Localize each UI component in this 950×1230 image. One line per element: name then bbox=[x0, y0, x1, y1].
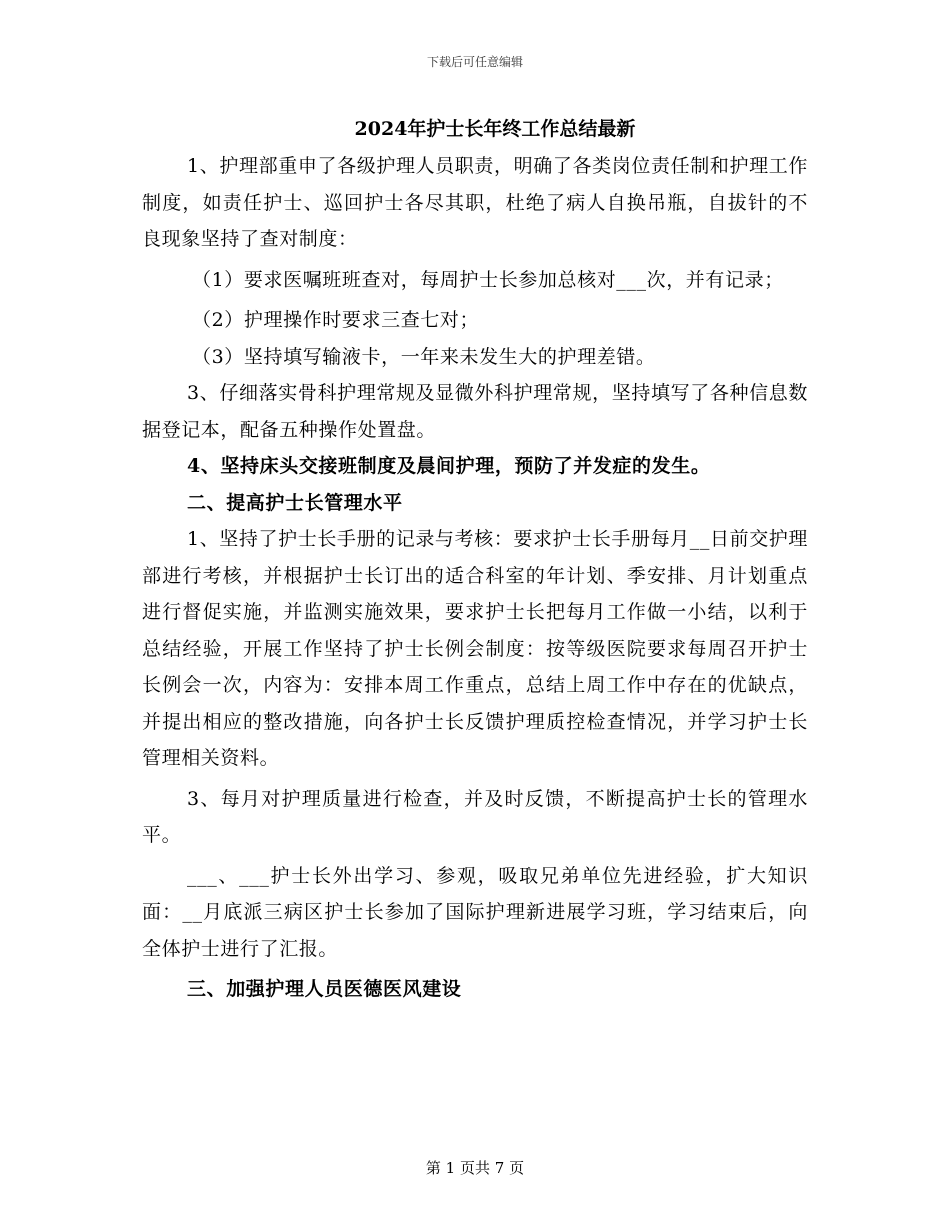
paragraph-item-1: （1）要求医嘱班班查对，每周护士长参加总核对___次，并有记录； bbox=[192, 268, 784, 291]
document-body bbox=[142, 148, 808, 1008]
paragraph-study: ___、___护士长外出学习、参观，吸取兄弟单位先进经验，扩大知识面：__月底派三病区护士长参加了国际护理新进展学习班，学习结束后，向全体护士进行了汇报。 bbox=[142, 864, 808, 960]
paragraph-item-3: （3）坚持填写输液卡，一年来未发生大的护理差错。 bbox=[192, 345, 656, 368]
paragraph-duty: 1、护理部重申了各级护理人员职责，明确了各类岗位责任制和护理工作制度，如责任护士、巡回护士各尽其职，杜绝了病人自换吊瓶，自拔针的不良现象坚持了查对制度： bbox=[142, 155, 808, 250]
page-header: 下载后可任意编辑 bbox=[426, 55, 523, 69]
paragraph-handover: 4、坚持床头交接班制度及晨间护理，预防了并发症的发生。 bbox=[187, 455, 711, 477]
paragraph-quality: 3、每月对护理质量进行检查，并及时反馈，不断提高护士长的管理水平。 bbox=[142, 787, 808, 846]
page-footer: 第 1 页共 7 页 bbox=[425, 1159, 525, 1177]
paragraph-routine: 3、仔细落实骨科护理常规及显微外科护理常规，坚持填写了各种信息数据登记本，配备五种操作处置盘。 bbox=[142, 382, 808, 441]
paragraph-manual: 1、坚持了护士长手册的记录与考核：要求护士长手册每月__日前交护理部进行考核，并根据护士长订出的适合科室的年计划、季安排、月计划重点进行督促实施，并监测实施效果，要求护士长把每月工作做一小结，以利于总结经验，开展工作坚持了护士长例会制度：按等级医院要求每周召开护士长例会一次，内容为：安排本周工作重点，总结上周工作中存在的优缺点，并提出相应的整改措施，向各护士长反馈护理质控检查情况，并学习护士长管理相关资料。 bbox=[142, 528, 808, 769]
section-heading-3: 三、加强护理人员医德医风建设 bbox=[187, 978, 462, 1000]
section-heading-2: 二、提高护士长管理水平 bbox=[187, 491, 403, 514]
paragraph-item-2: （2）护理操作时要求三查七对； bbox=[192, 309, 480, 331]
document-title: 2024年护士长年终工作总结最新 bbox=[354, 118, 636, 140]
